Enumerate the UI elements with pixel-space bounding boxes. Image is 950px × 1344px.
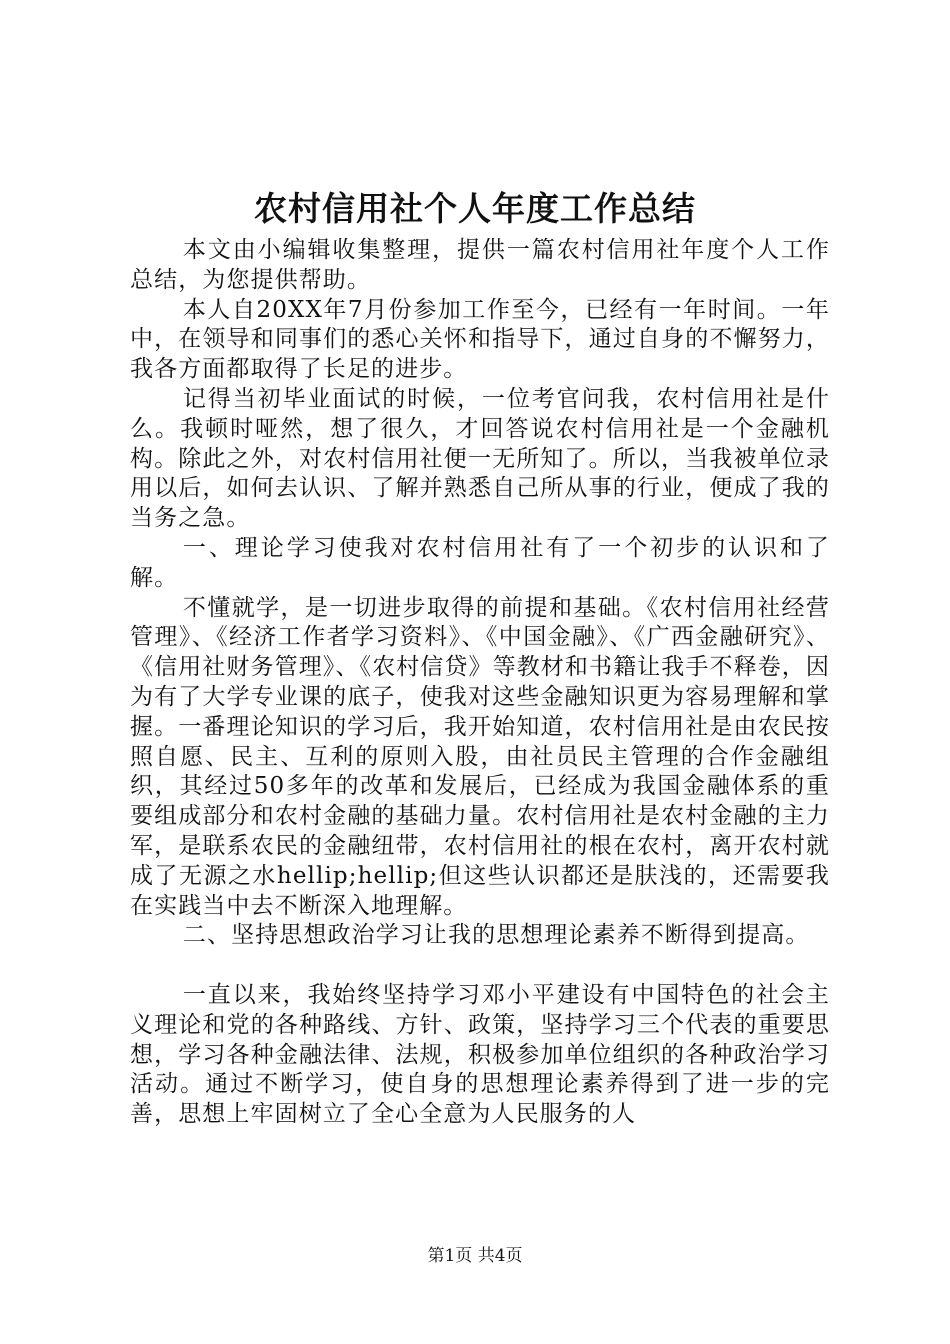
section-heading-theory: 一、理论学习使我对农村信用社有了一个初步的认识和了解。 — [130, 534, 830, 591]
paragraph-intro: 本文由小编辑收集整理，提供一篇农村信用社年度个人工作总结，为您提供帮助。 — [130, 237, 830, 293]
document-body — [130, 236, 830, 1130]
section-heading-politics: 二、坚持思想政治学习让我的思想理论素养不断得到提高。 — [182, 922, 810, 949]
document-title: 农村信用社个人年度工作总结 — [254, 189, 696, 228]
paragraph-interview: 记得当初毕业面试的时候，一位考官问我，农村信用社是什么。我顿时哑然，想了很久，才回答说农村信用社是一个金融机构。除此之外，对农村信用社便一无所知了。所以，当我被单位录用以后，如何去认识、了解并熟悉自己所从事的行业，便成了我的当务之急。 — [130, 385, 830, 532]
paragraph-theory-study: 不懂就学，是一切进步取得的前提和基础。《农村信用社经营管理》、《经济工作者学习资料》、《中国金融》、《广西金融研究》、《信用社财务管理》、《农村信贷》等教材和书籍让我手不释卷，因为有了大学专业课的底子，使我对这些金融知识更为容易理解和掌握。一番理论知识的学习后，我开始知道，农村信用社是由农民按照自愿、民主、互利的原则入股，由社员民主管理的合作金融组织，其经过50多年的改革和发展后，已经成为我国金融体系的重要组成部分和农村金融的基础力量。农村信用社是农村金融的主力军，是联系农民的金融纽带，农村信用社的根在农村，离开农村就成了无源之水hellip;hellip;但这些认识都还是肤浅的，还需要我在实践当中去不断深入地理解。 — [130, 594, 830, 919]
paragraph-start-work: 本人自20XX年7月份参加工作至今，已经有一年时间。一年中，在领导和同事们的悉心关怀和指导下，通过自身的不懈努力，我各方面都取得了长足的进步。 — [130, 296, 830, 383]
page-footer: 第1页 共4页 — [427, 1246, 523, 1266]
paragraph-politics-study: 一直以来，我始终坚持学习邓小平建设有中国特色的社会主义理论和党的各种路线、方针、政策，坚持学习三个代表的重要思想，学习各种金融法律、法规，积极参加单位组织的各种政治学习活动。通过不断学习，使自身的思想理论素养得到了进一步的完善，思想上牢固树立了全心全意为人民服务的人 — [130, 981, 830, 1128]
